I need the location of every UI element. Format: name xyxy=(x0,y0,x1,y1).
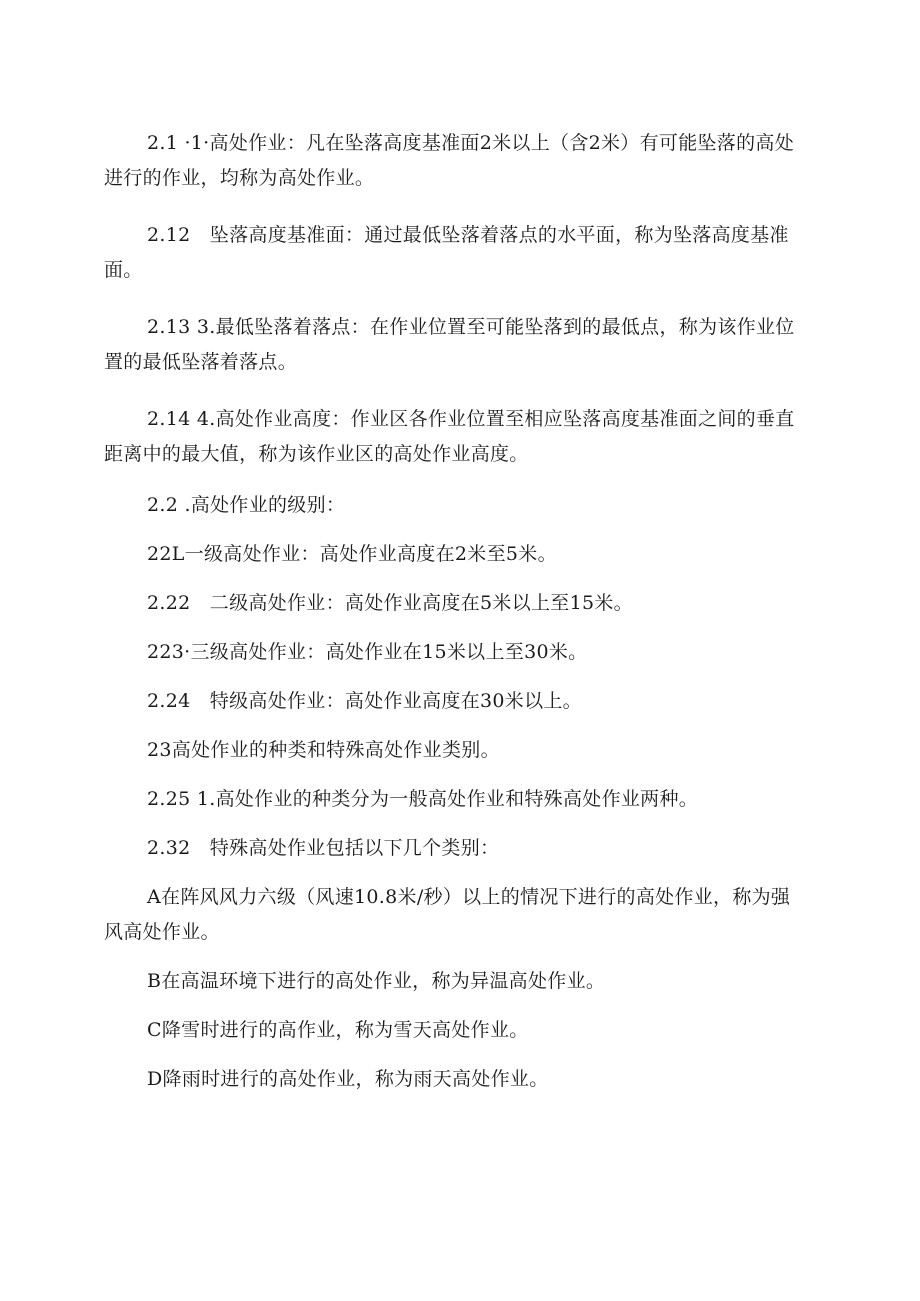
text-line: 面。 xyxy=(104,259,143,281)
text-line: 距离中的最大值，称为该作业区的高处作业高度。 xyxy=(104,443,529,465)
paragraph-2-2-1 xyxy=(147,537,827,572)
text-line: D降雨时进行的高处作业，称为雨天高处作业。 xyxy=(147,1068,549,1090)
text-line: 2.13 3.最低坠落着落点：在作业位置至可能坠落到的最低点，称为该作业位 xyxy=(147,316,795,338)
paragraph-2-3-2 xyxy=(147,831,827,866)
paragraph-2-2-4 xyxy=(147,684,827,719)
text-line: 223·三级高处作业：高处作业在15米以上至30米。 xyxy=(147,641,588,663)
text-line: 2.24 特级高处作业：高处作业高度在30米以上。 xyxy=(147,690,582,712)
text-line: 2.2 .高处作业的级别： xyxy=(147,494,346,516)
paragraph-item-c xyxy=(147,1013,827,1048)
text-line: 2.22 二级高处作业：高处作业高度在5米以上至15米。 xyxy=(147,592,633,614)
text-line: B在高温环境下进行的高处作业，称为异温高处作业。 xyxy=(147,970,606,992)
text-line: 2.12 坠落高度基准面：通过最低坠落着落点的水平面，称为坠落高度基准 xyxy=(147,224,789,246)
text-line: 进行的作业，均称为高处作业。 xyxy=(104,167,375,189)
text-line: 2.1 ·1·高处作业：凡在坠落高度基准面2米以上（含2米）有可能坠落的高处 xyxy=(147,132,795,154)
text-line: 置的最低坠落着落点。 xyxy=(104,351,298,373)
paragraph-2-2-2 xyxy=(147,586,827,621)
paragraph-item-d xyxy=(147,1062,827,1097)
paragraph-item-a xyxy=(104,880,827,950)
text-line: 2.25 1.高处作业的种类分为一般高处作业和特殊高处作业两种。 xyxy=(147,788,699,810)
paragraph-item-b xyxy=(147,964,827,999)
paragraph-2-1-2 xyxy=(104,218,827,288)
paragraph-2-3-heading xyxy=(147,733,827,768)
paragraph-2-3-1 xyxy=(147,782,827,817)
text-line: 2.32 特殊高处作业包括以下几个类别： xyxy=(147,837,500,859)
paragraph-2-2-3 xyxy=(147,635,827,670)
paragraph-2-1-1 xyxy=(104,126,827,196)
document-body xyxy=(104,126,827,1111)
paragraph-2-1-3 xyxy=(104,310,827,380)
text-line: 22L一级高处作业：高处作业高度在2米至5米。 xyxy=(147,543,557,565)
text-line: 风高处作业。 xyxy=(104,921,220,943)
text-line: A在阵风风力六级（风速10.8米/秒）以上的情况下进行的高处作业，称为强 xyxy=(147,886,791,908)
paragraph-2-2-heading xyxy=(147,488,827,523)
text-line: 2.14 4.高处作业高度：作业区各作业位置至相应坠落高度基准面之间的垂直 xyxy=(147,408,795,430)
text-line: 23高处作业的种类和特殊高处作业类别。 xyxy=(147,739,500,761)
paragraph-2-1-4 xyxy=(104,402,827,472)
text-line: C降雪时进行的高作业，称为雪天高处作业。 xyxy=(147,1019,529,1041)
